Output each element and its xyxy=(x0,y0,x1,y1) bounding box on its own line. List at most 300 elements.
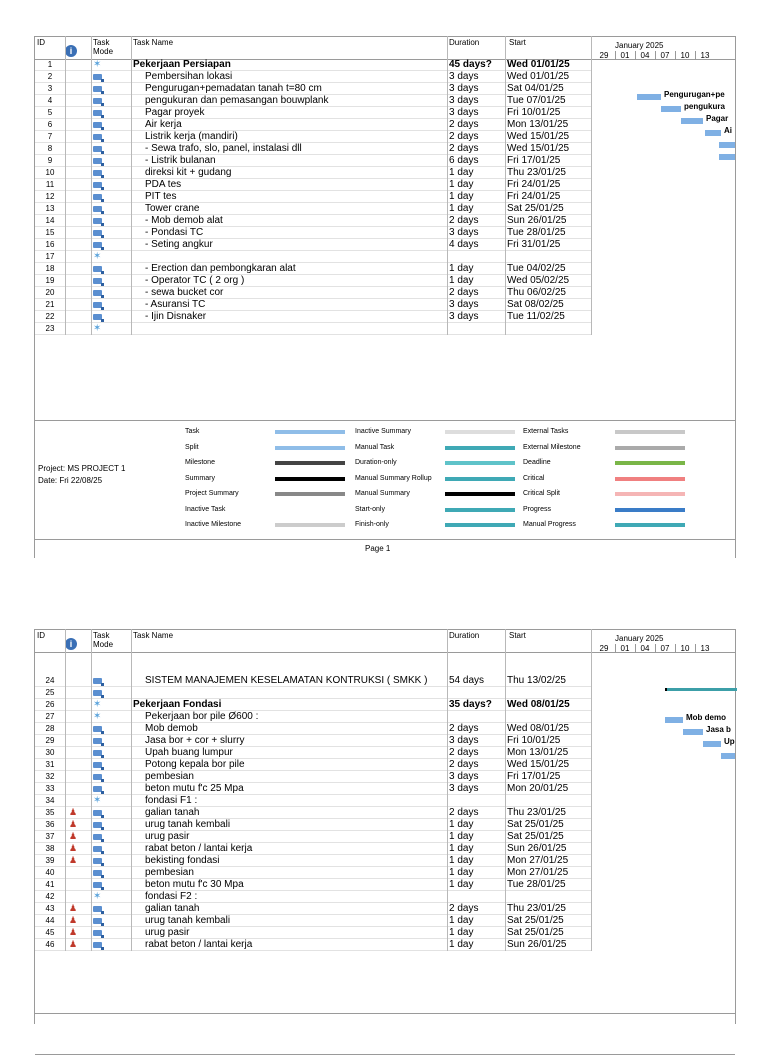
row-id: 15 xyxy=(45,228,55,237)
task-duration: 1 day xyxy=(449,263,474,274)
column-divider xyxy=(447,629,448,951)
table-row[interactable] xyxy=(35,155,591,167)
table-row[interactable] xyxy=(35,831,591,843)
auto-mode-icon xyxy=(93,263,107,275)
task-duration: 1 day xyxy=(449,831,474,842)
table-row[interactable] xyxy=(35,71,591,83)
auto-mode-icon xyxy=(93,879,107,891)
task-start: Fri 17/01/25 xyxy=(507,155,561,166)
auto-mode-icon xyxy=(93,287,107,299)
task-bar[interactable] xyxy=(705,130,721,136)
legend-swatch xyxy=(275,508,345,512)
table-row[interactable] xyxy=(35,903,591,915)
table-header-2 xyxy=(35,629,735,653)
row-id: 3 xyxy=(47,84,53,93)
auto-mode-icon xyxy=(93,939,107,951)
table-row[interactable] xyxy=(35,747,591,759)
resource-icon: ♟ xyxy=(69,807,78,817)
header-mode: Task Mode xyxy=(93,38,114,56)
project-name: Project: MS PROJECT 1 xyxy=(38,464,126,473)
task-bar[interactable] xyxy=(637,94,661,100)
info-icon: i xyxy=(65,45,77,57)
gantt-page-2 xyxy=(34,629,736,1024)
legend-swatch xyxy=(445,430,515,434)
legend-swatch xyxy=(615,508,685,512)
task-duration: 2 days xyxy=(449,131,479,142)
row-id: 8 xyxy=(47,144,53,153)
task-name: direksi kit + gudang xyxy=(145,167,232,178)
timescale-day: 04 xyxy=(635,51,654,60)
auto-mode-icon xyxy=(93,239,107,251)
task-start: Sat 04/01/25 xyxy=(507,83,564,94)
task-start: Fri 10/01/25 xyxy=(507,735,561,746)
auto-mode-icon xyxy=(93,771,107,783)
table-row[interactable] xyxy=(35,239,591,251)
resource-icon: ♟ xyxy=(69,939,78,949)
row-id: 36 xyxy=(45,820,55,829)
row-id: 17 xyxy=(45,252,55,261)
auto-mode-icon xyxy=(93,95,107,107)
task-name: - Asuransi TC xyxy=(145,299,206,310)
table-row[interactable] xyxy=(35,891,591,903)
row-id: 29 xyxy=(45,736,55,745)
task-duration: 6 days xyxy=(449,155,479,166)
task-name: Potong kepala bor pile xyxy=(145,759,245,770)
info-icon: i xyxy=(65,638,77,650)
task-name: SISTEM MANAJEMEN KESELAMATAN KONTRUKSI ( SMKK ) xyxy=(145,675,428,686)
auto-mode-icon xyxy=(93,155,107,167)
project-date: Date: Fri 22/08/25 xyxy=(38,476,103,485)
column-divider xyxy=(505,36,506,335)
row-id: 11 xyxy=(45,180,55,189)
table-row[interactable] xyxy=(35,687,591,699)
manual-mode-icon: ✶ xyxy=(93,891,102,902)
task-start: Wed 08/01/25 xyxy=(507,699,570,710)
table-row[interactable] xyxy=(35,915,591,927)
auto-mode-icon xyxy=(93,855,107,867)
table-row[interactable] xyxy=(35,843,591,855)
task-name: urug pasir xyxy=(145,831,190,842)
legend-label: Critical xyxy=(523,474,545,482)
legend-swatch xyxy=(615,477,685,481)
task-name: Pekerjaan bor pile Ø600 : xyxy=(145,711,259,722)
task-bar[interactable] xyxy=(703,741,721,747)
row-id: 7 xyxy=(47,132,53,141)
legend-swatch xyxy=(615,461,685,465)
task-name: urug tanah kembali xyxy=(145,915,231,926)
task-duration: 3 days xyxy=(449,95,479,106)
row-id: 1 xyxy=(47,60,53,69)
auto-mode-icon xyxy=(93,807,107,819)
auto-mode-icon xyxy=(93,131,107,143)
auto-mode-icon xyxy=(93,167,107,179)
table-row[interactable] xyxy=(35,107,591,119)
row-id: 21 xyxy=(45,300,55,309)
auto-mode-icon xyxy=(93,71,107,83)
row-id: 37 xyxy=(45,832,55,841)
task-start: Mon 20/01/25 xyxy=(507,783,569,794)
auto-mode-icon xyxy=(93,831,107,843)
legend-swatch xyxy=(445,508,515,512)
table-row[interactable] xyxy=(35,263,591,275)
table-row[interactable] xyxy=(35,819,591,831)
task-duration: 1 day xyxy=(449,879,474,890)
task-name: pembesian xyxy=(145,771,194,782)
table-row[interactable] xyxy=(35,879,591,891)
auto-mode-icon xyxy=(93,215,107,227)
task-bar[interactable] xyxy=(665,717,683,723)
row-id: 12 xyxy=(45,192,55,201)
task-duration: 1 day xyxy=(449,927,474,938)
task-name: Air kerja xyxy=(145,119,182,130)
task-name: Pekerjaan Persiapan xyxy=(133,59,231,70)
legend-label: Inactive Summary xyxy=(355,428,412,435)
task-start: Thu 23/01/25 xyxy=(507,903,566,914)
auto-mode-icon xyxy=(93,915,107,927)
table-header xyxy=(35,36,735,60)
legend-label: Duration-only xyxy=(355,459,397,466)
task-start: Tue 28/01/25 xyxy=(507,879,566,890)
task-name: urug tanah kembali xyxy=(145,819,231,830)
table-row[interactable] xyxy=(35,323,591,335)
table-row[interactable] xyxy=(35,299,591,311)
legend-label: Manual Summary xyxy=(355,490,410,497)
task-duration: 1 day xyxy=(449,867,474,878)
manual-mode-icon: ✶ xyxy=(93,699,102,710)
header-name: Task Name xyxy=(133,38,174,47)
task-name: rabat beton / lantai kerja xyxy=(145,939,253,950)
task-start: Tue 07/01/25 xyxy=(507,95,566,106)
manual-mode-icon: ✶ xyxy=(93,323,102,334)
row-id: 30 xyxy=(45,748,55,757)
table-row[interactable] xyxy=(35,867,591,879)
task-duration: 3 days xyxy=(449,107,479,118)
column-divider xyxy=(591,629,592,951)
legend-label: External Tasks xyxy=(523,428,569,435)
auto-mode-icon xyxy=(93,687,107,699)
table-row[interactable] xyxy=(35,275,591,287)
timescale-day: 13 xyxy=(695,51,714,60)
task-start: Tue 04/02/25 xyxy=(507,263,566,274)
task-start: Sat 25/01/25 xyxy=(507,831,564,842)
legend-label: Critical Split xyxy=(523,490,560,497)
task-name: urug pasir xyxy=(145,927,190,938)
auto-mode-icon xyxy=(93,783,107,795)
task-start: Mon 13/01/25 xyxy=(507,119,569,130)
header-id: ID xyxy=(37,38,45,47)
task-bar[interactable] xyxy=(721,753,735,759)
row-id: 14 xyxy=(45,216,55,225)
task-duration: 35 days? xyxy=(449,699,492,710)
row-id: 28 xyxy=(45,724,55,733)
table-row[interactable] xyxy=(35,179,591,191)
task-bar-label: Jasa b xyxy=(706,725,731,734)
table-row[interactable] xyxy=(35,287,591,299)
task-start: Wed 15/01/25 xyxy=(507,759,570,770)
task-name: pengukuran dan pemasangan bouwplank xyxy=(145,95,329,106)
task-duration: 2 days xyxy=(449,747,479,758)
task-name: - Sewa trafo, slo, panel, instalasi dll xyxy=(145,143,302,154)
task-bar[interactable] xyxy=(719,142,735,148)
task-duration: 1 day xyxy=(449,203,474,214)
task-start: Wed 01/01/25 xyxy=(507,59,570,70)
task-duration: 1 day xyxy=(449,915,474,926)
header-duration: Duration xyxy=(449,38,480,47)
auto-mode-icon xyxy=(93,675,107,687)
task-name: fondasi F1 : xyxy=(145,795,198,806)
row-id: 46 xyxy=(45,940,55,949)
timescale-day: 10 xyxy=(675,51,694,60)
row-id: 19 xyxy=(45,276,55,285)
row-id: 6 xyxy=(47,120,53,129)
column-divider xyxy=(131,629,132,951)
task-bar[interactable] xyxy=(661,106,681,112)
legend-swatch xyxy=(445,446,515,450)
column-divider xyxy=(447,36,448,335)
header-mode: Task Mode xyxy=(93,631,114,649)
table-row[interactable] xyxy=(35,807,591,819)
task-name: - Seting angkur xyxy=(145,239,213,250)
header-name: Task Name xyxy=(133,631,174,640)
header-id: ID xyxy=(37,631,45,640)
manual-mode-icon: ✶ xyxy=(93,711,102,722)
row-id: 35 xyxy=(45,808,55,817)
task-start: Sun 26/01/25 xyxy=(507,215,567,226)
column-divider xyxy=(131,36,132,335)
task-start: Tue 28/01/25 xyxy=(507,227,566,238)
manual-mode-icon: ✶ xyxy=(93,59,102,70)
task-duration: 1 day xyxy=(449,191,474,202)
task-name: - Pondasi TC xyxy=(145,227,204,238)
auto-mode-icon xyxy=(93,299,107,311)
table-row[interactable] xyxy=(35,251,591,263)
task-start: Wed 01/01/25 xyxy=(507,71,570,82)
table-row[interactable] xyxy=(35,675,591,687)
legend-label: Finish-only xyxy=(355,521,389,528)
table-row[interactable] xyxy=(35,191,591,203)
row-id: 43 xyxy=(45,904,55,913)
task-bar[interactable] xyxy=(681,118,703,124)
row-id: 18 xyxy=(45,264,55,273)
row-id: 25 xyxy=(45,688,55,697)
row-id: 31 xyxy=(45,760,55,769)
table-row[interactable] xyxy=(35,131,591,143)
resource-icon: ♟ xyxy=(69,855,78,865)
task-name: - Operator TC ( 2 org ) xyxy=(145,275,245,286)
task-duration: 2 days xyxy=(449,759,479,770)
timescale-day: 07 xyxy=(655,644,674,653)
table-row[interactable] xyxy=(35,735,591,747)
task-name: beton mutu f'c 30 Mpa xyxy=(145,879,244,890)
task-name: fondasi F2 : xyxy=(145,891,198,902)
table-row[interactable] xyxy=(35,795,591,807)
row-id: 39 xyxy=(45,856,55,865)
auto-mode-icon xyxy=(93,747,107,759)
row-id: 20 xyxy=(45,288,55,297)
legend-label: Summary xyxy=(185,474,215,482)
task-name: - Listrik bulanan xyxy=(145,155,216,166)
task-duration: 3 days xyxy=(449,311,479,322)
task-name: rabat beton / lantai kerja xyxy=(145,843,253,854)
resource-icon: ♟ xyxy=(69,819,78,829)
auto-mode-icon xyxy=(93,927,107,939)
legend-label: Split xyxy=(185,443,199,451)
auto-mode-icon xyxy=(93,311,107,323)
legend-label: Manual Summary Rollup xyxy=(355,474,432,482)
legend-label: Inactive Milestone xyxy=(185,521,242,528)
auto-mode-icon xyxy=(93,735,107,747)
timescale-day: 04 xyxy=(635,644,654,653)
legend-label: Deadline xyxy=(523,459,551,466)
task-start: Thu 06/02/25 xyxy=(507,287,566,298)
task-start: Wed 08/01/25 xyxy=(507,723,570,734)
task-bar-label: Mob demo xyxy=(686,713,726,722)
table-row[interactable] xyxy=(35,771,591,783)
table-row[interactable] xyxy=(35,59,591,71)
row-id: 2 xyxy=(47,72,53,81)
legend-swatch xyxy=(615,430,685,434)
task-duration: 2 days xyxy=(449,215,479,226)
task-start: Thu 23/01/25 xyxy=(507,807,566,818)
table-row[interactable] xyxy=(35,203,591,215)
task-start: Tue 11/02/25 xyxy=(507,311,565,322)
task-start: Sun 26/01/25 xyxy=(507,939,567,950)
row-id: 24 xyxy=(45,676,55,685)
legend-swatch xyxy=(275,430,345,434)
resource-icon: ♟ xyxy=(69,903,78,913)
resource-icon: ♟ xyxy=(69,927,78,937)
task-duration: 3 days xyxy=(449,71,479,82)
task-start: Sat 25/01/25 xyxy=(507,819,564,830)
task-bar-label: Pagar xyxy=(706,114,729,123)
column-divider xyxy=(591,36,592,335)
table-row[interactable] xyxy=(35,83,591,95)
task-start: Wed 05/02/25 xyxy=(507,275,570,286)
auto-mode-icon xyxy=(93,203,107,215)
legend-label: External Milestone xyxy=(523,443,581,451)
task-duration: 45 days? xyxy=(449,59,492,70)
task-duration: 2 days xyxy=(449,143,479,154)
task-name: beton mutu f'c 25 Mpa xyxy=(145,783,244,794)
task-name: Tower crane xyxy=(145,203,200,214)
table-row[interactable] xyxy=(35,311,591,323)
row-id: 23 xyxy=(45,324,55,333)
legend-swatch xyxy=(275,477,345,481)
column-divider xyxy=(91,36,92,335)
table-row[interactable] xyxy=(35,783,591,795)
task-start: Thu 23/01/25 xyxy=(507,167,566,178)
auto-mode-icon xyxy=(93,843,107,855)
header-start: Start xyxy=(509,631,526,640)
table-row[interactable] xyxy=(35,855,591,867)
task-duration: 1 day xyxy=(449,855,474,866)
gantt-page-1 xyxy=(34,36,736,558)
task-duration: 3 days xyxy=(449,783,479,794)
table-row[interactable] xyxy=(35,95,591,107)
task-duration: 2 days xyxy=(449,807,479,818)
row-id: 5 xyxy=(47,108,53,117)
table-row[interactable] xyxy=(35,227,591,239)
table-row[interactable] xyxy=(35,167,591,179)
task-start: Wed 15/01/25 xyxy=(507,143,570,154)
task-name: - Erection dan pembongkaran alat xyxy=(145,263,296,274)
table-row[interactable] xyxy=(35,215,591,227)
legend-swatch xyxy=(615,523,685,527)
task-start: Fri 17/01/25 xyxy=(507,771,561,782)
legend-2 xyxy=(35,1013,735,1055)
resource-icon: ♟ xyxy=(69,915,78,925)
legend xyxy=(35,420,735,540)
task-name: Jasa bor + cor + slurry xyxy=(145,735,245,746)
task-duration: 3 days xyxy=(449,771,479,782)
auto-mode-icon xyxy=(93,723,107,735)
auto-mode-icon xyxy=(93,83,107,95)
task-bar-label: Pengurugan+pe xyxy=(664,90,725,99)
legend-swatch xyxy=(275,523,345,527)
legend-label: Progress xyxy=(523,505,552,513)
table-row[interactable] xyxy=(35,143,591,155)
task-start: Thu 13/02/25 xyxy=(507,675,566,686)
legend-label: Project Summary xyxy=(185,490,239,497)
legend-swatch xyxy=(275,461,345,465)
row-id: 45 xyxy=(45,928,55,937)
legend-swatch xyxy=(615,492,685,496)
legend-label: Milestone xyxy=(185,459,215,466)
table-row[interactable] xyxy=(35,759,591,771)
table-row[interactable] xyxy=(35,927,591,939)
task-bar-label: Ai xyxy=(724,126,732,135)
legend-swatch xyxy=(445,523,515,527)
row-id: 13 xyxy=(45,204,55,213)
auto-mode-icon xyxy=(93,867,107,879)
task-name: Pengurugan+pemadatan tanah t=80 cm xyxy=(145,83,322,94)
column-divider xyxy=(65,36,66,335)
task-duration: 1 day xyxy=(449,843,474,854)
resource-icon: ♟ xyxy=(69,843,78,853)
summary-bar[interactable] xyxy=(665,688,737,691)
timescale-day: 10 xyxy=(675,644,694,653)
task-start: Sat 25/01/25 xyxy=(507,203,564,214)
auto-mode-icon xyxy=(93,903,107,915)
task-name: Upah buang lumpur xyxy=(145,747,233,758)
legend-label: Manual Progress xyxy=(523,521,576,528)
task-bar[interactable] xyxy=(719,154,735,160)
table-row[interactable] xyxy=(35,119,591,131)
task-name: PIT tes xyxy=(145,191,177,202)
task-start: Fri 31/01/25 xyxy=(507,239,561,250)
table-row[interactable] xyxy=(35,699,591,711)
task-bar[interactable] xyxy=(683,729,703,735)
timescale-day: 01 xyxy=(615,51,634,60)
table-row[interactable] xyxy=(35,723,591,735)
row-id: 34 xyxy=(45,796,55,805)
task-start: Wed 15/01/25 xyxy=(507,131,570,142)
task-duration: 1 day xyxy=(449,819,474,830)
header-start: Start xyxy=(509,38,526,47)
table-row[interactable] xyxy=(35,711,591,723)
task-duration: 1 day xyxy=(449,179,474,190)
task-start: Fri 24/01/25 xyxy=(507,191,561,202)
row-id: 27 xyxy=(45,712,55,721)
table-row[interactable] xyxy=(35,939,591,951)
timescale-day: 29 xyxy=(599,644,609,653)
task-start: Sat 25/01/25 xyxy=(507,915,564,926)
task-start: Mon 27/01/25 xyxy=(507,867,569,878)
legend-swatch xyxy=(445,492,515,496)
row-id: 41 xyxy=(45,880,55,889)
task-bar-label: pengukura xyxy=(684,102,725,111)
task-start: Fri 10/01/25 xyxy=(507,107,561,118)
